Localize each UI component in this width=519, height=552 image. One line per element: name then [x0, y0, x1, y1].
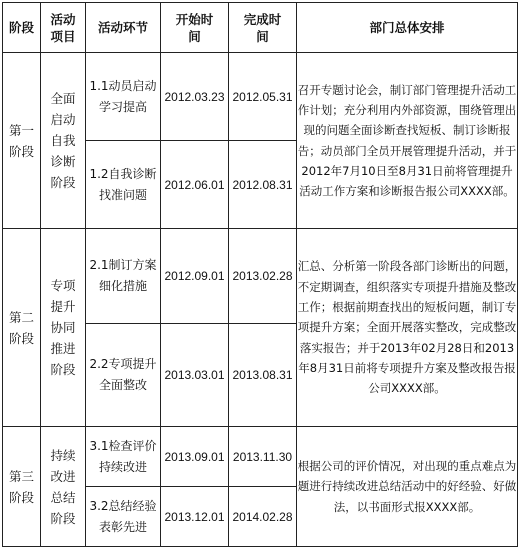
start-date: 2012.03.23 — [161, 53, 229, 141]
stage-name: 第二阶段 — [3, 229, 41, 427]
activity-plan-table — [2, 2, 518, 547]
end-date: 2012.08.31 — [229, 141, 297, 229]
end-date: 2013.02.28 — [229, 229, 297, 324]
header-stage: 阶段 — [3, 3, 41, 53]
header-row — [3, 3, 518, 53]
arrangement-text: 根据公司的评价情况，对出现的重点难点为题进行持续改进总结活动中的好经验、好做法，以书面形式报XXXX部。 — [297, 427, 518, 547]
plan-table-wrapper — [2, 2, 518, 547]
start-date: 2012.06.01 — [161, 141, 229, 229]
header-step: 活动环节 — [86, 3, 161, 53]
table-row — [3, 229, 518, 324]
end-date: 2012.05.31 — [229, 53, 297, 141]
end-date: 2013.08.31 — [229, 324, 297, 427]
stage-name: 第一阶段 — [3, 53, 41, 229]
stage-name: 第三阶段 — [3, 427, 41, 547]
header-arrangement: 部门总体安排 — [297, 3, 518, 53]
table-row — [3, 53, 518, 141]
start-date: 2013.12.01 — [161, 487, 229, 547]
activity-name: 持续改进总结阶段 — [41, 427, 86, 547]
end-date: 2013.11.30 — [229, 427, 297, 487]
activity-name: 专项提升协同推进阶段 — [41, 229, 86, 427]
start-date: 2013.03.01 — [161, 324, 229, 427]
table-row — [3, 427, 518, 487]
arrangement-text: 召开专题讨论会，制订部门管理提升活动工作计划；充分利用内外部资源，围绕管理出现的问题全面诊断查找短板、制订诊断报告；动员部门全员开展管理提升活动，并于2012年7月10日至8月31日前将管理提升活动工作方案和诊断报告报公司XXXX部。 — [297, 53, 518, 229]
header-start: 开始时间 — [161, 3, 229, 53]
start-date: 2012.09.01 — [161, 229, 229, 324]
activity-name: 全面启动自我诊断阶段 — [41, 53, 86, 229]
header-activity: 活动项目 — [41, 3, 86, 53]
step-label: 1.2自我诊断找准问题 — [86, 141, 161, 229]
step-label: 1.1动员启动学习提高 — [86, 53, 161, 141]
start-date: 2013.09.01 — [161, 427, 229, 487]
header-end: 完成时间 — [229, 3, 297, 53]
step-label: 2.2专项提升全面整改 — [86, 324, 161, 427]
step-label: 3.1检查评价持续改进 — [86, 427, 161, 487]
arrangement-text: 汇总、分析第一阶段各部门诊断出的问题，不定期调查，组织落实专项提升措施及整改工作；根据前期查找出的短板问题，制订专项提升方案；全面开展落实整改，完成整改落实报告；并于2013年02月28日和2013年8月31日前将专项提升方案及整改报告报公司XXXX部。 — [297, 229, 518, 427]
step-label: 3.2总结经验表彰先进 — [86, 487, 161, 547]
end-date: 2014.02.28 — [229, 487, 297, 547]
step-label: 2.1制订方案细化措施 — [86, 229, 161, 324]
